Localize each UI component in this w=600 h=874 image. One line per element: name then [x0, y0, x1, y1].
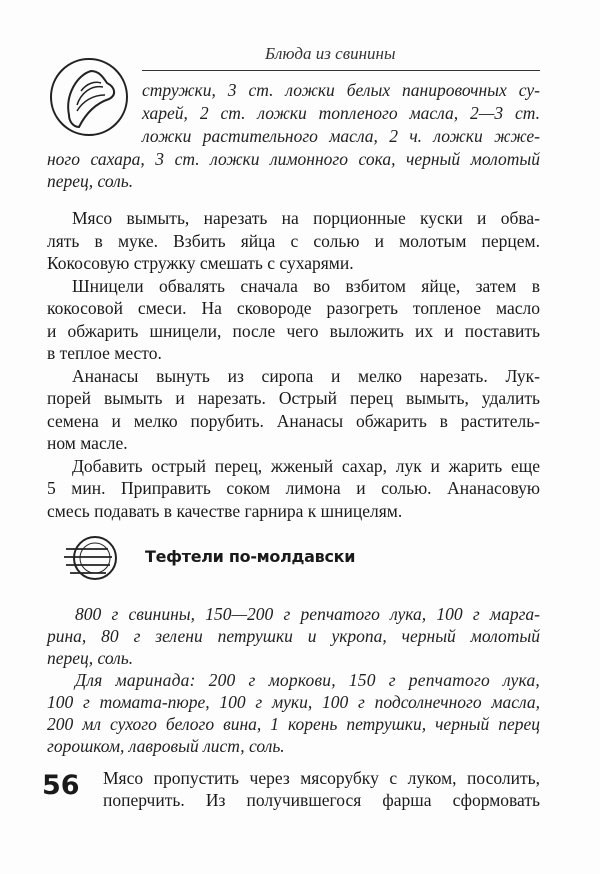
- ingredient-line: харей, 2 ст. ложки топленого масла, 2—3 ст.: [142, 103, 540, 123]
- method-line: порей вымыть и нарезать. Острый перец вымыть, удалить: [47, 388, 540, 408]
- marinade-line: Для маринада: 200 г моркови, 150 г репчатого лука,: [75, 670, 540, 690]
- ingredient-line: 800 г свинины, 150—200 г репчатого лука, 100 г марга-: [75, 604, 540, 624]
- method-line: в теплое место.: [47, 343, 162, 363]
- ingredient-line: перец, соль.: [47, 648, 134, 668]
- method-line: Шницели обвалять сначала во взбитом яйце, затем в: [72, 276, 540, 296]
- ingredient-line: горошком, лавровый лист, соль.: [47, 736, 285, 756]
- method-line: смесь подавать в качестве гарнира к шницелям.: [47, 501, 403, 521]
- method-line: и обжарить шницели, после чего выложить их и поставить: [47, 321, 540, 341]
- cutlery-plate-icon: [62, 533, 122, 583]
- ingredient-line: перец, соль.: [47, 171, 134, 191]
- method-line: кокосовой смеси. На сковороде разогреть топленое масло: [47, 298, 540, 318]
- method-line: поперчить. Из получившегося фарша сформовать: [103, 790, 540, 810]
- method-line: лять в муке. Взбить яйца с солью и молотым перцем.: [47, 231, 540, 251]
- running-head: Блюда из свинины: [265, 44, 396, 63]
- ingredient-line: стружки, 3 ст. ложки белых панировочных су-: [142, 80, 540, 100]
- meat-icon: [47, 55, 133, 141]
- ingredient-line: рина, 80 г зелени петрушки и укропа, черный молотый: [47, 626, 540, 646]
- method-line: Добавить острый перец, жженый сахар, лук и жарить еще: [72, 456, 540, 476]
- method-line: Кокосовую стружку смешать с сухарями.: [47, 253, 354, 273]
- ingredient-line: ложки растительного масла, 2 ч. ложки жже-: [142, 126, 540, 146]
- ingredient-line: 100 г томата-пюре, 100 г муки, 100 г подсолнечного масла,: [47, 692, 540, 712]
- method-line: семена и мелко порубить. Ананасы обжарить в раститель-: [47, 411, 540, 431]
- ingredient-line: 200 мл сухого белого вина, 1 корень петрушки, черный перец: [47, 714, 540, 734]
- recipe-title: Тефтели по-молдавски: [145, 547, 356, 566]
- header-rule: [142, 70, 540, 71]
- page-number: 56: [42, 770, 80, 801]
- method-line: Ананасы вынуть из сиропа и мелко нарезать. Лук-: [72, 366, 540, 386]
- method-line: ном масле.: [47, 433, 128, 453]
- method-line: Мясо пропустить через мясорубку с луком, посолить,: [103, 768, 540, 788]
- ingredient-line: ного сахара, 3 ст. ложки лимонного сока, черный молотый: [47, 149, 540, 169]
- method-line: Мясо вымыть, нарезать на порционные куски и обва-: [72, 208, 540, 228]
- method-line: 5 мин. Приправить соком лимона и солью. Ананасовую: [47, 478, 540, 498]
